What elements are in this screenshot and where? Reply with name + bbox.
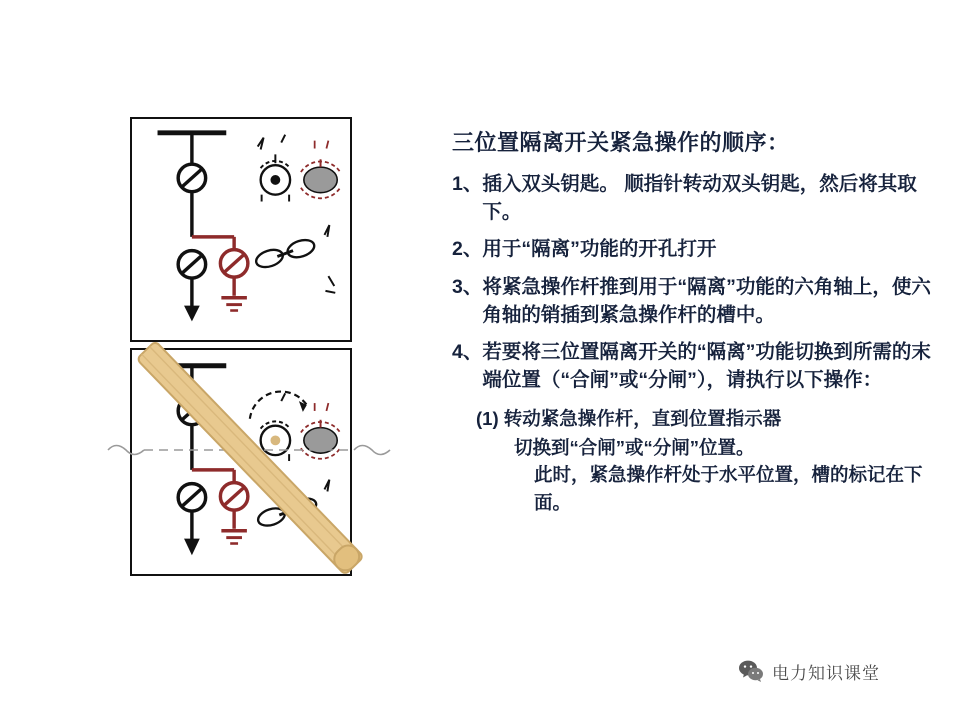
- substep-line-1: [476, 405, 942, 434]
- step-number-3: 3、: [452, 276, 483, 299]
- step-number-4: 4、: [452, 341, 483, 364]
- key-rotation-arrows: [324, 225, 335, 293]
- step-number-1: 1、: [452, 173, 483, 195]
- footer-watermark: [738, 658, 880, 684]
- step-text-2: 用于“隔离”功能的开孔打开: [482, 238, 717, 261]
- step-number-2: 2、: [452, 238, 483, 261]
- step-text-4: 若要将三位置隔离开关的“隔离”功能切换到所需的末端位置（“合闸”或“分闸”），请执行以下操作：: [482, 341, 931, 392]
- substep-text-1: 转动紧急操作杆，直到位置指示器: [503, 407, 782, 429]
- watermark-text: 电力知识课堂: [772, 663, 880, 683]
- substep-text-3: 此时，紧急操作杆处于水平位置，槽的标记在下面。: [534, 464, 923, 514]
- substep-item-1: [476, 405, 942, 517]
- instructions-panel: [452, 126, 942, 517]
- blanking-plug: [301, 141, 340, 199]
- feeder-arrow: [184, 306, 200, 322]
- diagram-panel-bottom: [130, 348, 352, 576]
- substep-label: (1): [476, 407, 499, 429]
- step-text-1: 插入双头钥匙。 顺指针转动双头钥匙，然后将其取下。: [482, 173, 917, 223]
- page-title: 三位置隔离开关紧急操作的顺序：: [452, 130, 790, 155]
- diagram-panel-top: [130, 117, 352, 342]
- position-indicator-assembly: [258, 135, 290, 202]
- step-item-3: [452, 274, 942, 329]
- step-item-2: [452, 236, 942, 264]
- feeder-arrow-2: [184, 539, 200, 556]
- step-text-3: 将紧急操作杆推到用于“隔离”功能的六角轴上，使六角轴的销插到紧急操作杆的槽中。: [482, 276, 931, 326]
- step-item-1: [452, 171, 942, 226]
- double-head-key-icon: [254, 237, 316, 270]
- double-head-key-icon-2: [256, 495, 318, 528]
- substep-text-2: 切换到“合闸”或“分闸”位置。: [514, 436, 755, 458]
- blanking-plug-2: [301, 403, 340, 459]
- step-item-4: [452, 339, 942, 394]
- wechat-icon: [738, 658, 764, 684]
- key-rotation-arrows-2: [324, 480, 337, 550]
- position-indicator-assembly-2: [250, 392, 307, 461]
